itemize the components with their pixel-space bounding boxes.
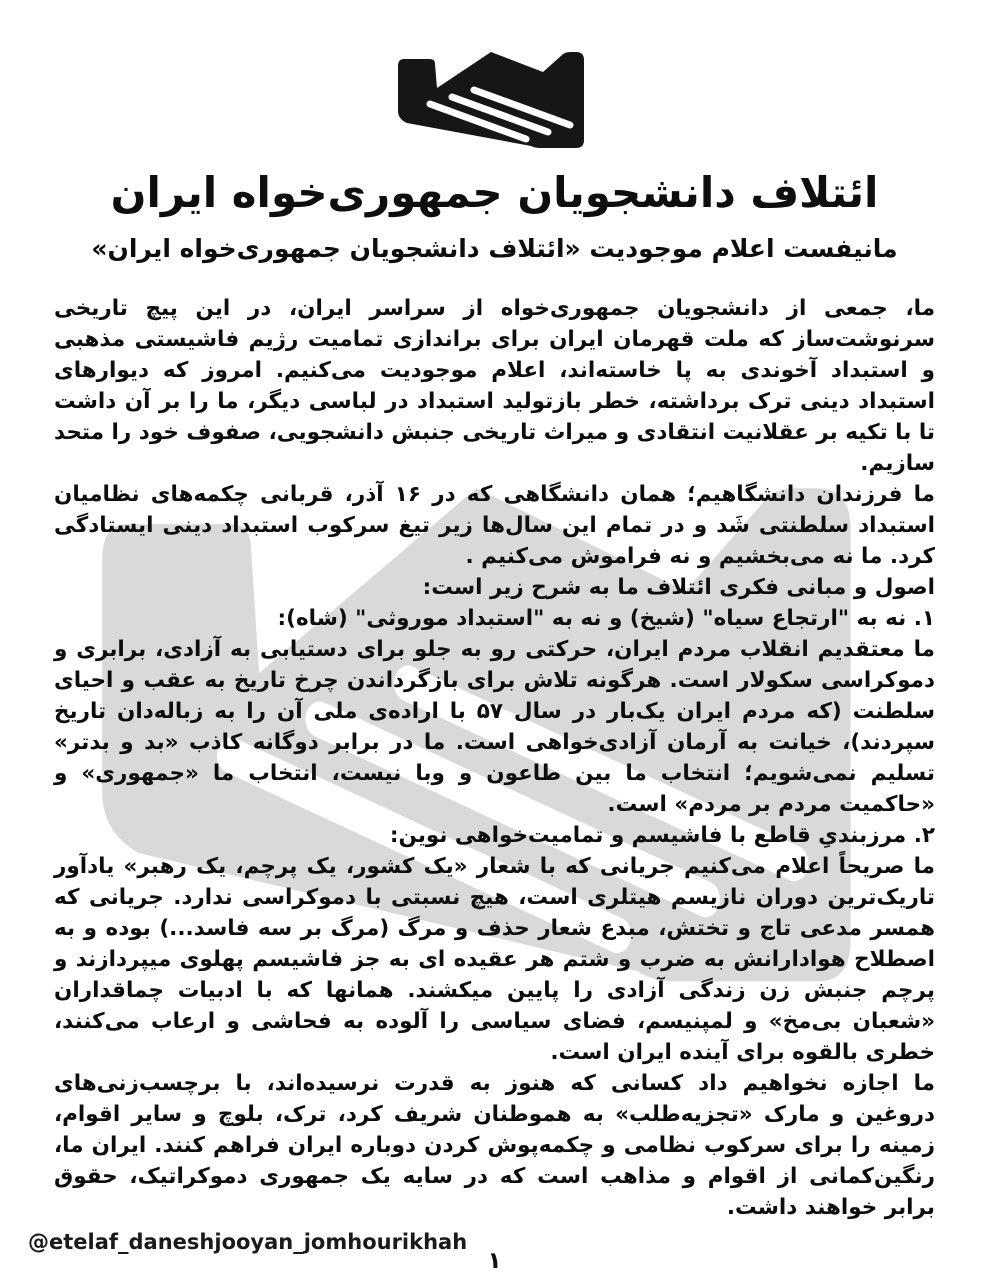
page-number: ۱ (487, 1248, 502, 1274)
paragraph-university: ما فرزندان دانشگاهیم؛ همان دانشگاهی که در ۱۶ آذر، قربانی چکمه‌های نظامیان استبداد سلطنتی شَد و در تمام این سال‌ها زیر تیغ سرکوب استبداد دینی ایستادگی کرد. ما نه می‌بخشیم و نه فراموش می‌کنیم . (54, 482, 935, 570)
manifesto-body (54, 293, 935, 1223)
page-subtitle: مانیفست اعلام موجودیت «ائتلاف دانشجویان جمهوری‌خواه ایران» (91, 234, 898, 264)
item1-title: ۱. نه به "ارتجاع سیاه" (شیخ) و نه به "استبداد موروثی" (شاه): (277, 606, 935, 632)
page-title: ائتلاف دانشجویان جمهوری‌خواه ایران (110, 168, 879, 217)
item2-title: ۲. مرزبندیِ قاطع با فاشیسم و تمامیت‌خواهی نوین: (389, 823, 935, 849)
item1-body: ما معتقدیم انقلاب مردم ایران، حرکتی رو به جلو برای دستیابی به آزادی، برابری و دموکراسی سکولار است. هرگونه تلاش برای بازگرداندن چرخ تاریخ به عقب و احیای سلطنت (که مردم ایران یک‌بار در سال ۵۷ با اراده‌ی ملی آن را به زباله‌دان تاریخ سپردند)، خیانت به آرمان آزادی‌خواهی است. ما در برابر دوگانه کاذب «بد و بدتر» تسلیم نمی‌شویم؛ انتخاب ما بین طاعون و وبا نیست، انتخاب ما «جمهوری» و «حاکمیت مردم بر مردم» است. (54, 637, 935, 818)
paragraph-final: ما اجازه نخواهیم داد کسانی که هنوز به قدرت نرسیده‌اند، با برچسب‌زنی‌های دروغین و مارک «تجزیه‌طلب» به هموطنان شریف کرد، ترک، بلوچ و سایر اقوام، زمینه را برای سرکوب نظامی و چکمه‌پوش کردن دوباره ایران فراهم کنند. ایران ما، رنگین‌کمانی از اقوام و مذاهب است که در سایه یک جمهوری دموکراتیک، حقوق برابر خواهند داشت. (54, 1071, 935, 1221)
telegram-handle: @etelaf_daneshjooyan_jomhourikhah (28, 1230, 468, 1254)
handshake-logo-icon (389, 50, 601, 160)
document-header (0, 0, 989, 263)
item2-body: ما صریحاً اعلام می‌کنیم جریانی که با شعار «یک کشور، یک پرچم، یک رهبر» یادآور تاریک‌ترین دوران نازیسم هیتلری است، هیچ نسبتی با دموکراسی ندارد. جریانی که همسر مدعی تاج و تختش، مبدع شعار حذف و مرگ (مرگ بر سه فاسد...) بوده و به اصطلاح هوادارانش به ضرب و شتم هر عقیده ای به جز فاشیسم پهلوی میپردازند و پرچم جنبش زن زندگی آزادی را پایین میکشند. همانها که با ادبیات چماقداران «شعبان بی‌مخ» و لمپنیسم، فضای سیاسی را آلوده به فحاشی و ارعاب می‌کنند، خطری بالقوه برای آینده ایران است. (54, 854, 935, 1066)
principles-heading: اصول و مبانی فکری ائتلاف ما به شرح زیر است: (422, 575, 935, 601)
paragraph-intro: ما، جمعی از دانشجویان جمهوری‌خواه از سراسر ایران، در این پیچ تاریخی سرنوشت‌ساز که ملت قهرمان ایران برای براندازی تمامیت رژیم فاشیستی مذهبی و استبداد آخوندی به پا خاسته‌اند، اعلام موجودیت می‌کنیم. امروز که دیوارهای استبداد دینی ترک برداشته، خطر بازتولید استبداد در لباسی دیگر، ما را بر آن داشت تا با تکیه بر عقلانیت انتقادی و میراث تاریخی جنبش دانشجویی، صفوف خود را متحد سازیم. (54, 296, 935, 477)
